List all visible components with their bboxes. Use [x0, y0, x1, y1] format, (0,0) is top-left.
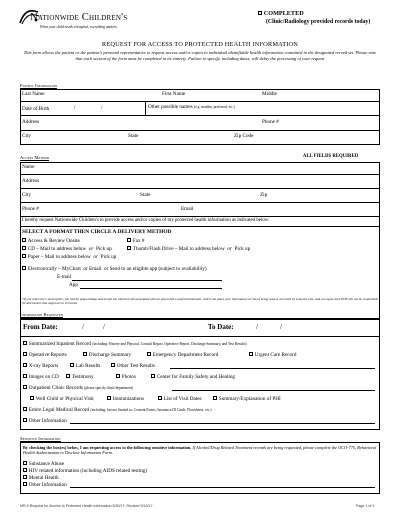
record-well-child[interactable]: Well Child or Physical Visit: [30, 396, 94, 402]
sensitive-instructions-bold: By checking the box(es) below, I am requesting access to the following sensitive information.: [23, 445, 192, 450]
checkbox[interactable]: [22, 254, 26, 258]
patient-dob-field[interactable]: Date of Birth: [22, 106, 50, 112]
record-summarized-inpatient[interactable]: Summarized Inpatient Record (including: History and Physical, Consult Report, Operative Report, Discharge Summary, and Test Results): [23, 341, 247, 347]
record-urgent-care[interactable]: Urgent Care Record: [249, 352, 296, 358]
logo: [18, 9, 168, 39]
access-email-field[interactable]: Email: [181, 206, 194, 212]
checkbox[interactable]: [23, 418, 27, 422]
record-xray-reports[interactable]: X-ray Reports: [23, 363, 58, 369]
logo-text: Nationwide Children's: [30, 12, 128, 23]
access-zip-field[interactable]: Zip: [260, 192, 268, 198]
checkbox[interactable]: [158, 396, 162, 400]
record-outpatient-clinic[interactable]: Outpatient Clinic Records (please specify clinic/department): [23, 385, 133, 391]
sensitive-other-information[interactable]: Other Information: [23, 482, 67, 488]
record-other-test-results[interactable]: Other Test Results: [111, 363, 155, 369]
dob-separator-1: /: [74, 105, 76, 111]
option-review-onsite[interactable]: Access & Review Onsite: [22, 238, 80, 244]
checkbox[interactable]: [23, 385, 27, 389]
checkbox[interactable]: [23, 482, 27, 486]
access-phone-field[interactable]: Phone #: [22, 206, 39, 212]
patient-section-heading: Patient Information: [20, 83, 58, 88]
sensitive-mental-health[interactable]: Mental Health: [23, 475, 59, 481]
checkbox[interactable]: [23, 468, 27, 472]
checkbox[interactable]: [23, 341, 27, 345]
record-lab-results[interactable]: Lab Results: [70, 363, 100, 369]
access-section-heading: Access Method: [20, 155, 50, 160]
checkbox[interactable]: [23, 475, 27, 479]
logo-tagline: When your child needs a hospital, everything matters.: [40, 25, 118, 29]
checkbox[interactable]: [23, 461, 27, 465]
patient-last-name-field[interactable]: Last Name: [22, 91, 45, 97]
option-cd[interactable]: CD – Mail to address below or Pick up: [22, 246, 112, 252]
completed-label: COMPLETED: [263, 10, 304, 17]
checkbox[interactable]: [249, 352, 253, 356]
checkbox[interactable]: [66, 374, 70, 378]
access-state-field[interactable]: State: [140, 192, 151, 198]
checkbox[interactable]: [127, 238, 131, 242]
record-operative-reports[interactable]: Operative Reports: [23, 352, 67, 358]
checkbox[interactable]: [23, 407, 27, 411]
patient-phone-field[interactable]: Phone #: [262, 119, 279, 125]
electronic-app-field[interactable]: App: [69, 282, 78, 288]
footer-page-number: Page 1 of 2: [356, 504, 375, 508]
sensitive-instructions-italic: If Alcohol/Drug Related Treatment records are being requested, please complete the OCO-775, Behavioral Health Authorization to Disclose Information Form.: [23, 445, 377, 456]
record-discharge-summary[interactable]: Discharge Summary: [83, 352, 131, 358]
record-summary-phi[interactable]: Summary/Explanation of PHI: [213, 396, 281, 402]
option-fax[interactable]: Fax #: [127, 238, 144, 244]
other-names-note: (e.g. maiden, preferred, etc.): [193, 105, 235, 109]
patient-address-field[interactable]: Address: [22, 119, 40, 125]
option-electronic[interactable]: Electronically – MyChart or Email or Send to an eligible app (subject to availability): [22, 266, 207, 272]
checkbox[interactable]: [107, 396, 111, 400]
from-date-field[interactable]: From Date:: [23, 323, 58, 331]
footer-form-id: MR-9 Request for Access to Protected Health Information 5/30/17; Revised 9/19/17: [20, 504, 153, 508]
patient-city-field[interactable]: City: [22, 133, 31, 139]
checkbox[interactable]: [83, 352, 87, 356]
record-other-information[interactable]: Other Information: [23, 418, 67, 424]
from-date-sep-2: /: [103, 323, 105, 331]
all-fields-required: ALL FIELDS REQUIRED: [303, 154, 359, 159]
patient-first-name-field[interactable]: First Name: [162, 91, 186, 97]
access-address-field[interactable]: Address: [22, 178, 40, 184]
checkbox[interactable]: [70, 363, 74, 367]
select-format-heading: SELECT A FORMAT THEN CIRCLE A DELIVERY METHOD: [22, 229, 172, 235]
patient-middle-field[interactable]: Middle: [262, 91, 277, 97]
checkbox[interactable]: [151, 374, 155, 378]
sensitive-instructions: [23, 445, 377, 456]
other-names-label: Other possible names: [148, 104, 193, 110]
record-images-on-cd[interactable]: Images on CD: [23, 374, 59, 380]
electronic-email-field[interactable]: E-mail: [57, 274, 72, 280]
record-family-safety[interactable]: Center for Family Safety and Healing: [151, 374, 235, 380]
checkbox[interactable]: [22, 266, 26, 270]
checkbox[interactable]: [23, 363, 27, 367]
patient-zip-field[interactable]: Zip Code: [234, 133, 254, 139]
option-paper[interactable]: Paper – Mail to address below or Pick up: [22, 254, 116, 260]
requested-section-heading: Information Requested: [20, 312, 64, 317]
access-name-field[interactable]: Name: [22, 164, 35, 170]
patient-state-field[interactable]: State: [128, 133, 139, 139]
checkbox[interactable]: [23, 352, 27, 356]
email-disclaimer: *If you select the e-mail option, you hereby acknowledge and accept the inherent risk associated with an unsecured e-mail transmission, which can place your information at risk of being read or accessed by someone else, and you agree that NCH will not be responsible for disclosures that might occur in transit.: [22, 297, 378, 306]
page-title: REQUEST FOR ACCESS TO PROTECTED HEALTH INFORMATION: [101, 41, 299, 48]
record-testimony[interactable]: Testimony: [66, 374, 94, 380]
dob-separator-2: /: [101, 105, 103, 111]
access-city-field[interactable]: City: [22, 192, 31, 198]
to-date-field[interactable]: To Date:: [208, 323, 234, 331]
record-emergency-department[interactable]: Emergency Department Record: [147, 352, 218, 358]
sensitive-section-heading: Sensitive Information: [20, 436, 61, 441]
request-statement: I hereby request Nationwide Children's to provide access and/or copies of my protected health information as indicated below:: [22, 218, 270, 223]
sensitive-substance-abuse[interactable]: Substance Abuse: [23, 461, 64, 467]
checkbox[interactable]: [22, 246, 26, 250]
checkbox[interactable]: [147, 352, 151, 356]
checkbox[interactable]: [213, 396, 217, 400]
record-immunizations[interactable]: Immunizations: [107, 396, 144, 402]
record-photos[interactable]: Photos: [116, 374, 136, 380]
record-legal-medical[interactable]: Entire Legal Medical Record (including, but not limited to: Consent Forms, Insurance ID Cards, Flowsheets, etc.): [23, 407, 211, 413]
checkbox[interactable]: [111, 363, 115, 367]
checkbox[interactable]: [116, 374, 120, 378]
patient-other-names-field[interactable]: [148, 105, 235, 110]
sensitive-hiv[interactable]: HIV related information (including AIDS related testing): [23, 468, 147, 474]
completed-checkbox[interactable]: [258, 11, 304, 17]
intro-text: This form allows the patient or the patient's personal representative to request access and/or copies to individual identifiable health information contained in the designated record set. Please note that each section of the form must be completed in its entirety. Failure to specify, including dates, will delay the processing of your request: [23, 50, 377, 61]
record-visit-dates[interactable]: List of Visit Dates: [158, 396, 202, 402]
option-thumb-drive[interactable]: Thumb/Flash Drive – Mail to address below or Pick up: [127, 246, 250, 252]
checkbox[interactable]: [22, 238, 26, 242]
checkbox[interactable]: [30, 396, 34, 400]
to-date-sep-2: /: [280, 323, 282, 331]
checkbox[interactable]: [23, 374, 27, 378]
to-date-sep-1: /: [256, 323, 258, 331]
checkbox[interactable]: [127, 246, 131, 250]
completed-checkbox-box[interactable]: [258, 11, 262, 15]
from-date-sep-1: /: [82, 323, 84, 331]
patient-info-box: [20, 89, 380, 145]
completed-note: (Clinic/Radiology provided records today): [266, 19, 371, 25]
